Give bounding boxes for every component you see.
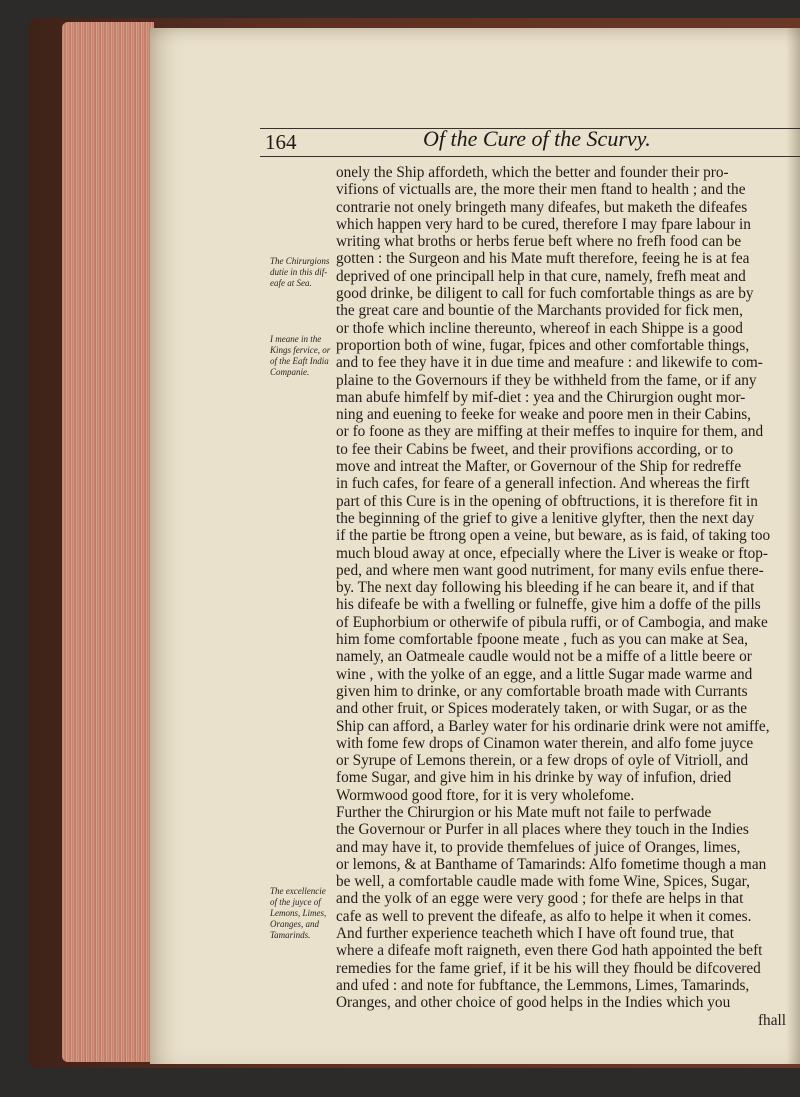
text-line: where a difeafe moft raigneth, even there God hath appointed the beft bbox=[336, 942, 763, 960]
text-line: if the partie be ftrong open a veine, but beware, as is faid, of taking too bbox=[336, 527, 771, 545]
text-line: to fee their Cabins be fweet, and their provifions according, or to bbox=[336, 440, 734, 458]
text-line: Ship can afford, a Barley water for his ordinarie drink were not amiffe, bbox=[336, 717, 770, 735]
text-line: vifions of victualls are, the more their men ftand to health ; and the bbox=[336, 181, 746, 199]
text-line: ped, and where men want good nutriment, for many evils enfue there- bbox=[336, 561, 764, 579]
text-line: or Syrupe of Lemons therein, or a few drops of oyle of Vitrioll, and bbox=[336, 752, 749, 770]
text-line: remedies for the fame grief, if it be his will they fhould be difcovered bbox=[336, 959, 761, 977]
margin-note-line: of the juyce of bbox=[270, 897, 321, 907]
text-line: man abufe himfelf by mif-diet : yea and the Chirurgion ought mor- bbox=[336, 388, 746, 406]
text-line: namely, an Oatmeale caudle would not be a miffe of a little beere or bbox=[336, 648, 752, 666]
header-rule-bottom bbox=[260, 156, 800, 157]
text-line: move and intreat the Mafter, or Governour of the Ship for redreffe bbox=[336, 458, 742, 476]
text-line: the Governour or Purfer in all places where they touch in the Indies bbox=[336, 821, 749, 839]
text-line: Oranges, and other choice of good helps in the Indies which you bbox=[336, 994, 731, 1012]
text-line: proportion both of wine, fugar, fpices and other comfortable things, bbox=[336, 336, 750, 354]
running-head: Of the Cure of the Scurvy. bbox=[423, 126, 651, 151]
body-text bbox=[336, 164, 786, 1029]
text-line: be well, a comfortable caudle made with fome Wine, Spices, Sugar, bbox=[336, 873, 750, 891]
text-line: the beginning of the grief to give a lenitive glyfter, then the next day bbox=[336, 509, 755, 527]
text-line: fhall bbox=[757, 1011, 786, 1029]
text-line: fome Sugar, and give him in his drinke by way of infufion, dried bbox=[336, 769, 732, 787]
text-line: Wormwood good ftore, for it is very wholefome. bbox=[336, 786, 635, 804]
page-edges bbox=[62, 22, 154, 1062]
text-line: And further experience teacheth which I have oft found true, that bbox=[336, 925, 734, 943]
margin-note-line: eafe at Sea. bbox=[270, 278, 312, 288]
text-line: or fo foone as they are miffing at their meffes to inquire for them, and bbox=[336, 423, 764, 441]
margin-note-line: I meane in the bbox=[270, 334, 322, 344]
text-line: plaine to the Governours if they be withheld from the fame, or if any bbox=[336, 371, 757, 389]
text-line: ning and euening to feeke for weake and poore men in their Cabins, bbox=[336, 406, 752, 424]
margin-note-line: The excellencie bbox=[270, 886, 326, 896]
margin-note-line: of the Eaft India bbox=[270, 356, 329, 366]
text-line: and to fee they have it in due time and meafure : and likewife to com- bbox=[336, 354, 763, 372]
text-line: and the yolk of an egge were very good ; for thefe are helps in that bbox=[336, 890, 744, 908]
text-line: contrarie not onely bringeth many difeafes, but maketh the difeafes bbox=[336, 198, 748, 216]
text-line: in fuch cafes, for feare of a generall infection. And whereas the firft bbox=[336, 475, 750, 493]
margin-note-line: dutie in this dif- bbox=[270, 267, 328, 277]
text-line: or thofe which incline thereunto, whereof in each Shippe is a good bbox=[336, 319, 743, 337]
page-number: 164 bbox=[265, 130, 297, 154]
text-line: deprived of one principall help in that cure, namely, frefh meat and bbox=[336, 267, 746, 285]
text-line: and ufed : and note for fubftance, the Lemmons, Limes, Tamarinds, bbox=[336, 976, 750, 994]
text-line: and other fruit, or Spices moderately taken, or with Sugar, or as the bbox=[336, 700, 748, 718]
margin-note-line: Oranges, and bbox=[270, 919, 319, 929]
book-page bbox=[150, 28, 800, 1064]
page-edge-shadow bbox=[786, 28, 800, 1064]
text-line: writing what broths or herbs ferue beft where no frefh food can be bbox=[336, 233, 742, 251]
margin-note-line: Companie. bbox=[270, 367, 310, 377]
text-line: with fome few drops of Cinamon water therein, and alfo fome juyce bbox=[336, 734, 754, 752]
text-line: much bloud away at once, efpecially where the Liver is weake or ftop- bbox=[336, 544, 768, 562]
text-line: gotten : the Surgeon and his Mate muft therefore, feeing he is at fea bbox=[336, 250, 750, 268]
text-line: Further the Chirurgion or his Mate muft not faile to perfwade bbox=[336, 803, 712, 821]
text-line: good drinke, be diligent to call for fuch comfortable things as are by bbox=[336, 285, 754, 303]
text-line: and may have it, to provide themfelues of juice of Oranges, limes, bbox=[336, 838, 741, 856]
text-line: part of this Cure is in the opening of obftructions, it is therefore fit in bbox=[336, 492, 758, 510]
text-line: the great care and bountie of the Marchants provided for fick men, bbox=[336, 302, 743, 320]
text-line: onely the Ship affordeth, which the better and founder their pro- bbox=[336, 164, 729, 181]
text-line: cafe as well to prevent the difeafe, as alfo to helpe it when it comes. bbox=[336, 907, 752, 925]
margin-note-line: Lemons, Limes, bbox=[270, 908, 327, 918]
text-line: his difeafe be with a fwelling or fulneffe, give him a doffe of the pills bbox=[336, 596, 761, 614]
text-line: him fome comfortable fpoone meate , fuch as you can make at Sea, bbox=[336, 631, 749, 649]
margin-note-line: Kings fervice, or bbox=[270, 345, 331, 355]
text-line: given him to drinke, or any comfortable broath made with Currants bbox=[336, 682, 748, 700]
text-line: or lemons, & at Banthame of Tamarinds: Alfo fometime though a man bbox=[336, 855, 767, 873]
margin-note-kings-service bbox=[270, 334, 336, 378]
margin-note-line: Tamarinds. bbox=[270, 930, 311, 940]
margin-note-line: The Chirurgions bbox=[270, 256, 330, 266]
text-line: wine , with the yolke of an egge, and a little Sugar made warme and bbox=[336, 665, 753, 683]
text-line: which happen very hard to be cured, therefore I may fpare labour in bbox=[336, 215, 751, 233]
margin-note-juyce-excellencie bbox=[270, 886, 336, 941]
margin-note-chirurgions-dutie bbox=[270, 256, 336, 289]
text-line: of Euphorbium or otherwife of pibula ruffi, or of Cambogia, and make bbox=[336, 613, 768, 631]
text-line: by. The next day following his bleeding if he can beare it, and if that bbox=[336, 579, 755, 597]
